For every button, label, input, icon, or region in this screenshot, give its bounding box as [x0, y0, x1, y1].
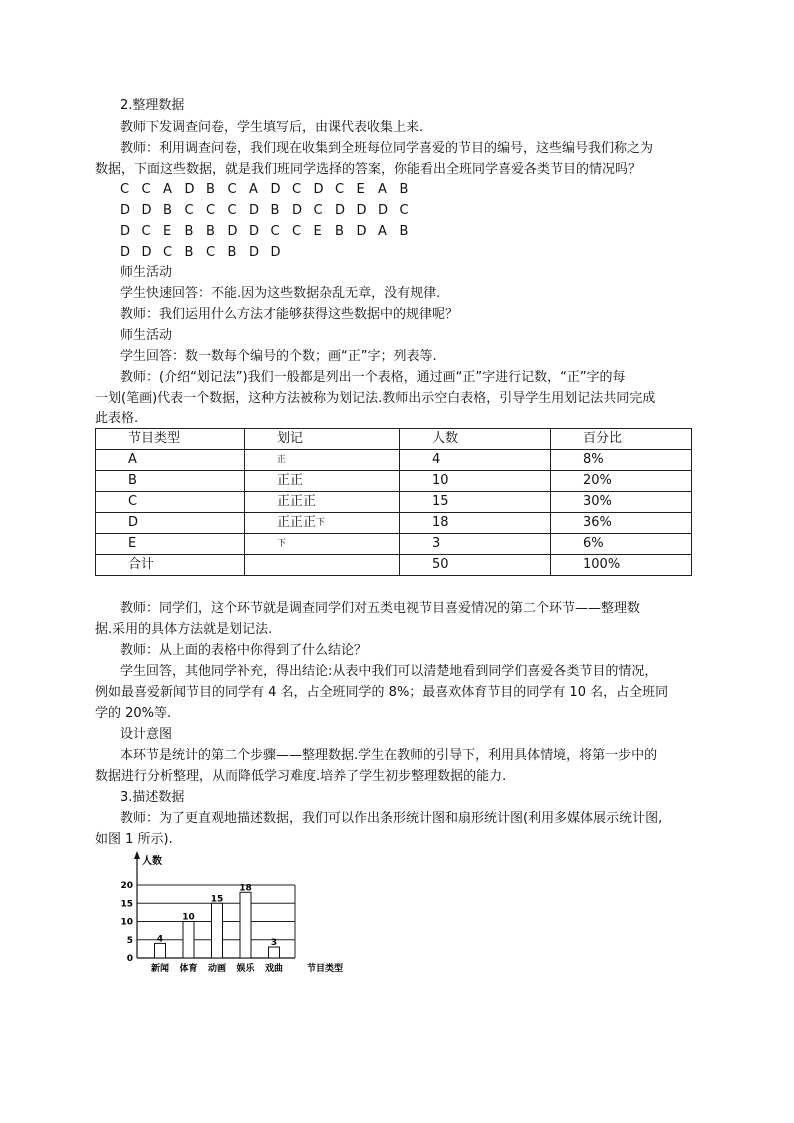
paragraph: 教师：同学们，这个环节就是调查同学们对五类电视节目喜爱情况的第二个环节——整理数 [120, 601, 641, 616]
bar [212, 903, 223, 958]
table-header: 划记 [245, 429, 400, 450]
design-intent-title: 设计意图 [120, 727, 173, 742]
y-tick-label: 20 [120, 881, 133, 891]
y-tick-label: 10 [120, 917, 133, 928]
table-header: 人数 [400, 429, 551, 450]
paragraph: 学生快速回答：不能.因为这些数据杂乱无章，没有规律. [120, 286, 441, 301]
table-cell-percent: 36% [551, 513, 692, 534]
table-cell-count: 18 [400, 513, 551, 534]
table-cell-type: D [96, 513, 245, 534]
x-category-label: 娱乐 [236, 964, 255, 974]
table-cell-total-label: 合计 [96, 555, 245, 576]
paragraph: 学的 20%等. [95, 706, 172, 721]
bar-value-label: 18 [239, 883, 252, 894]
table-row [96, 471, 692, 492]
table-row [96, 450, 692, 471]
table-cell-tally: 下 [245, 534, 400, 555]
table-cell-empty [245, 555, 400, 576]
bar-value-label: 15 [210, 894, 224, 905]
x-category-label: 体育 [179, 964, 198, 974]
table-cell-percent: 8% [551, 450, 692, 471]
table-cell-percent: 30% [551, 492, 692, 513]
bar [240, 892, 251, 958]
table-cell-tally: 正正正 [245, 492, 400, 513]
y-tick-labels [120, 881, 133, 964]
y-tick-label: 0 [126, 954, 133, 964]
bar [183, 922, 194, 959]
table-cell-count: 10 [400, 471, 551, 492]
table-cell-tally: 正 [245, 450, 400, 471]
data-row-2: D D B C C C D B D C D D D C [120, 203, 409, 218]
paragraph: 学生回答：数一数每个编号的个数；画“正”字；列表等. [120, 349, 437, 364]
table-row [96, 492, 692, 513]
paragraph: 数据进行分析整理，从而降低学习难度.培养了学生初步整理数据的能力. [95, 769, 507, 784]
y-axis-label: 人数 [142, 856, 162, 867]
table-cell-count: 3 [400, 534, 551, 555]
bar-value-label: 4 [156, 934, 164, 945]
table-total-row [96, 555, 692, 576]
paragraph: 此表格. [95, 411, 139, 426]
table-header-row [96, 429, 692, 450]
bar [269, 947, 280, 958]
x-axis-label: 节目类型 [307, 964, 344, 974]
bar-chart [115, 850, 365, 978]
activity-label: 师生活动 [120, 328, 173, 343]
paragraph: 如图 1 所示). [95, 832, 173, 847]
table-cell-type: B [96, 471, 245, 492]
data-row-3: D C E B B D D C C E B D A B [120, 224, 409, 239]
table-cell-tally: 正正正下 [245, 513, 400, 534]
paragraph: 教师：利用调查问卷，我们现在收集到全班每位同学喜爱的节目的编号，这些编号我们称之为 [120, 141, 654, 156]
table-cell-percent: 6% [551, 534, 692, 555]
table-cell-tally: 正正 [245, 471, 400, 492]
table-cell-type: C [96, 492, 245, 513]
x-category-label: 动画 [207, 964, 227, 974]
paragraph: 例如最喜爱新闻节目的同学有 4 名，占全班同学的 8%；最喜欢体育节目的同学有 10 名，占全班同 [95, 685, 669, 700]
data-row-4: D D C B C B D D [120, 245, 281, 260]
table-cell-type: A [96, 450, 245, 471]
bar-value-label: 3 [270, 938, 278, 949]
paragraph: 数据，下面这些数据，就是我们班同学选择的答案，你能看出全班同学喜爱各类节目的情况吗？ [95, 162, 642, 177]
paragraph: 据.采用的具体方法就是划记法. [95, 622, 273, 637]
table-row [96, 513, 692, 534]
table-header: 百分比 [551, 429, 692, 450]
section-heading-describe: 3.描述数据 [120, 790, 185, 805]
paragraph: 教师下发调查问卷，学生填写后，由课代表收集上来. [120, 120, 424, 135]
section-heading-organize: 2.整理数据 [120, 98, 185, 113]
activity-label: 师生活动 [120, 265, 173, 280]
y-axis-arrow [134, 851, 140, 859]
table-cell-count: 50 [400, 555, 551, 576]
paragraph: 本环节是统计的第二个步骤——整理数据.学生在教师的引导下，利用具体情境，将第一步中的 [120, 748, 658, 763]
paragraph: 一划(笔画)代表一个数据，这种方法被称为划记法.教师出示空白表格，引导学生用划记法共同完成 [95, 391, 656, 406]
table-row [96, 534, 692, 555]
table-cell-percent: 20% [551, 471, 692, 492]
paragraph: 教师：从上面的表格中你得到了什么结论？ [120, 643, 368, 658]
x-category-label: 戏曲 [264, 964, 284, 974]
table-cell-count: 4 [400, 450, 551, 471]
table-cell-count: 15 [400, 492, 551, 513]
x-category-labels [151, 962, 283, 974]
paragraph: 学生回答，其他同学补充，得出结论:从表中我们可以清楚地看到同学们喜爱各类节目的情况， [120, 664, 658, 679]
paragraph: 教师：为了更直观地描述数据，我们可以作出条形统计图和扇形统计图(利用多媒体展示统计图, [120, 811, 663, 826]
x-category-label: 新闻 [150, 964, 170, 974]
bars [155, 883, 280, 958]
bar-value-label: 10 [182, 912, 195, 923]
y-tick-label: 15 [120, 899, 133, 910]
y-tick-label: 5 [126, 935, 133, 946]
bar [155, 943, 166, 958]
paragraph: 教师：我们运用什么方法才能够获得这些数据中的规律呢？ [120, 307, 459, 322]
table-cell-percent: 100% [551, 555, 692, 576]
table-header: 节目类型 [96, 429, 245, 450]
paragraph: 教师：(介绍“划记法”)我们一般都是列出一个表格，通过画“正”字进行记数，“正”字的每 [120, 370, 626, 385]
tally-table [95, 428, 692, 576]
data-row-1: C C A D B C A D C D C E A B [120, 182, 409, 197]
table-cell-type: E [96, 534, 245, 555]
